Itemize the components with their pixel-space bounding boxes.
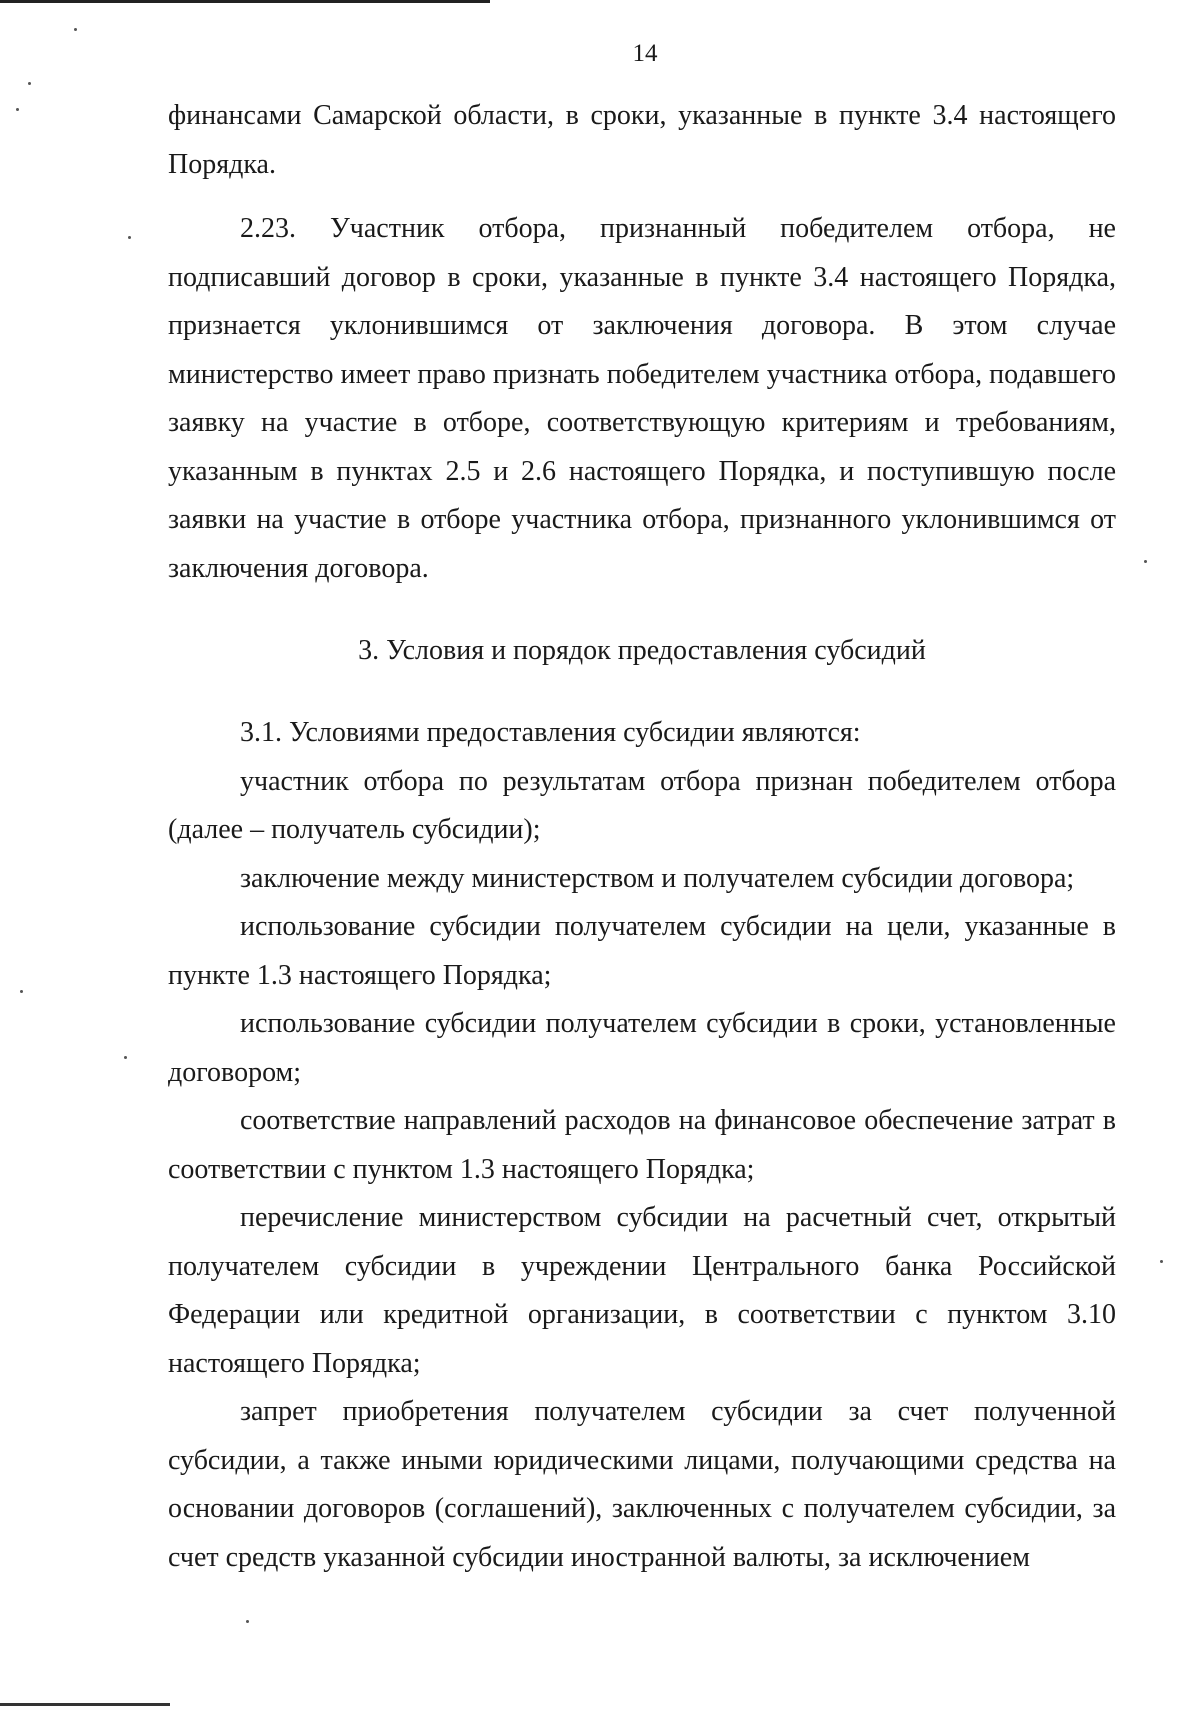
page-number: 14	[632, 40, 658, 67]
scan-speck	[1160, 1260, 1163, 1263]
scan-speck	[16, 108, 19, 111]
document-body	[168, 92, 1116, 1582]
scan-speck	[28, 82, 31, 85]
scan-speck	[1144, 560, 1147, 563]
list-item-condition: соответствие направлений расходов на финансовое обеспечение затрат в соответствии с пунктом 1.3 настоящего Порядка;	[168, 1105, 1116, 1185]
list-item-condition: участник отбора по результатам отбора признан победителем отбора (далее – получатель субсидии);	[168, 765, 1116, 845]
scan-speck	[246, 1620, 249, 1623]
paragraph-clause-2-23: 2.23. Участник отбора, признанный победителем отбора, не подписавший договор в сроки, указанные в пункте 3.4 настоящего Порядка, признается уклонившимся от заключения договора. В этом случае министерство имеет право признать победителем участника отбора, подавшего заявку на участие в отборе, соответствующую критериям и требованиям, указанным в пунктах 2.5 и 2.6 настоящего Порядка, и поступившую после заявки на участие в отборе участника отбора, признанного уклонившимся от заключения договора.	[168, 213, 1116, 584]
section-heading: 3. Условия и порядок предоставления субсидий	[358, 635, 926, 666]
paragraph-clause-3-1: 3.1. Условиями предоставления субсидии являются:	[240, 717, 861, 748]
scan-edge-top	[0, 0, 490, 3]
scan-speck	[128, 236, 131, 239]
list-item-condition: запрет приобретения получателем субсидии за счет полученной субсидии, а также иными юридическими лицами, получающими средства на основании договоров (соглашений), заключенных с получателем субсидии, за счет средств указанной субсидии иностранной валюты, за исключением	[168, 1396, 1116, 1573]
paragraph-continuation: финансами Самарской области, в сроки, указанные в пункте 3.4 настоящего Порядка.	[168, 100, 1116, 180]
list-item-condition: заключение между министерством и получателем субсидии договора;	[240, 862, 1075, 894]
scan-speck	[74, 28, 77, 31]
list-item-condition: перечисление министерством субсидии на расчетный счет, открытый получателем субсидии в учреждении Центрального банка Российской Федерации или кредитной организации, в соответствии с пунктом 3.10 настоящего Порядка;	[168, 1202, 1116, 1379]
scan-speck	[124, 1056, 127, 1059]
scan-edge-bottom	[0, 1703, 170, 1706]
list-item-condition: использование субсидии получателем субсидии на цели, указанные в пункте 1.3 настоящего Порядка;	[168, 911, 1116, 991]
scan-speck	[20, 990, 23, 993]
list-item-condition: использование субсидии получателем субсидии в сроки, установленные договором;	[168, 1008, 1116, 1088]
